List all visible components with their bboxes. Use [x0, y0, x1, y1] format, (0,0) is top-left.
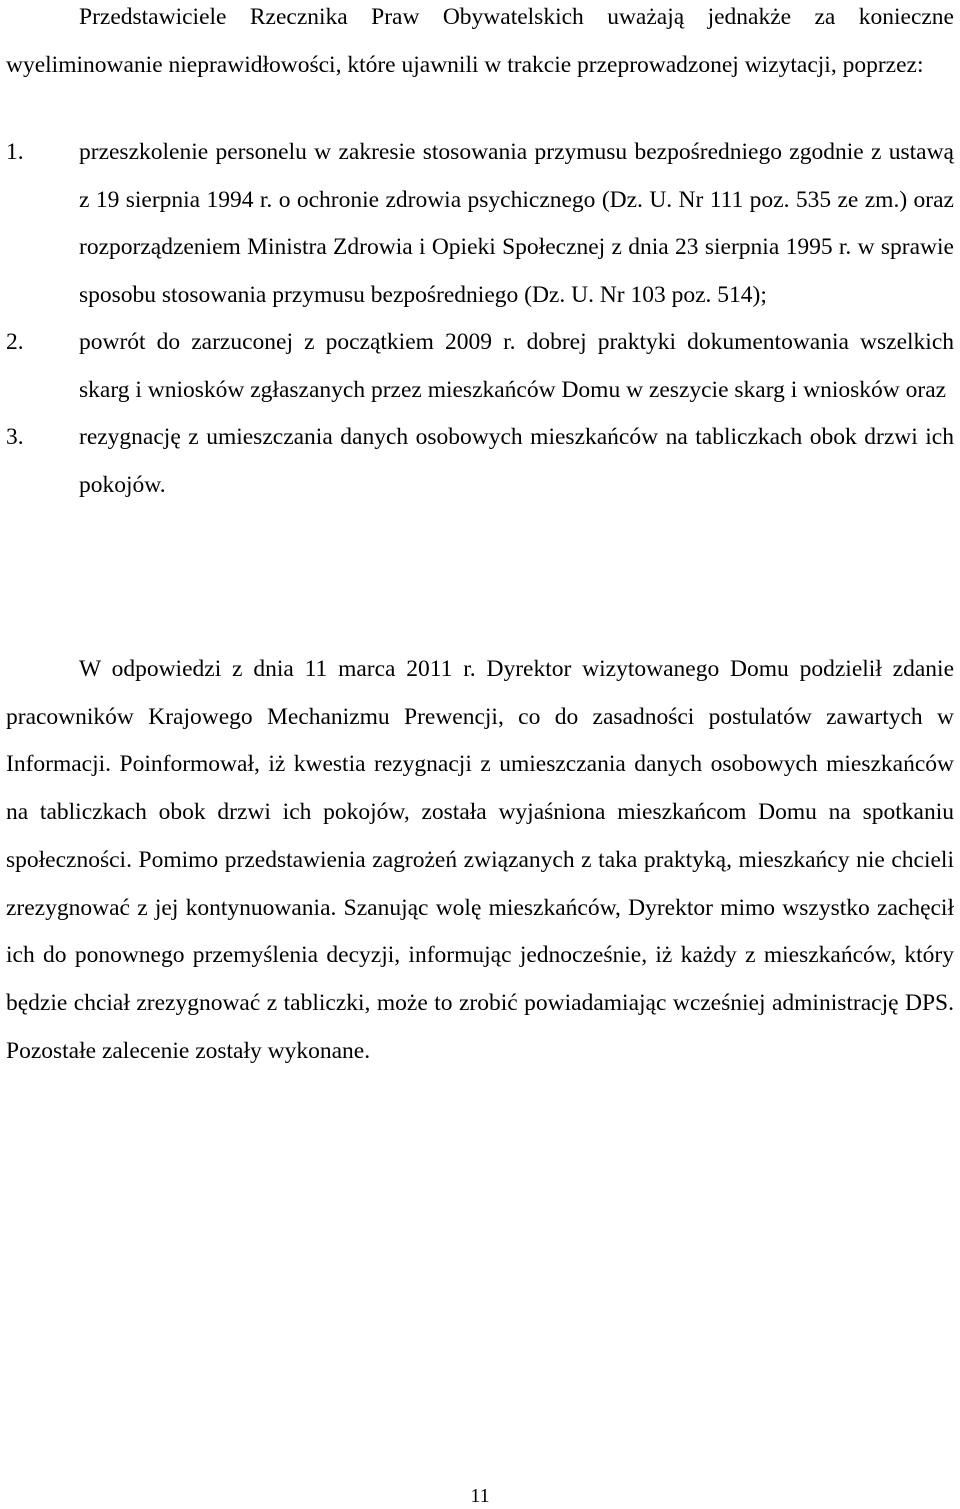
- list-item: [6, 414, 954, 509]
- list-item-number: 3.: [6, 424, 24, 450]
- page-number: 11: [470, 1485, 490, 1507]
- list-item-number: 2.: [6, 329, 24, 355]
- list-item: [6, 319, 954, 414]
- response-paragraph: W odpowiedzi z dnia 11 marca 2011 r. Dyrektor wizytowanego Domu podzielił zdanie pracowników Krajowego Mechanizmu Prewencji, co do zasadności postulatów zawartych w Informacji. Poinformował, iż kwestia rezygnacji z umieszczania danych osobowych mieszkańców na tabliczkach obok drzwi ich pokojów, została wyjaśniona mieszkańcom Domu na spotkaniu społeczności. Pomimo przedstawienia zagrożeń związanych z taka praktyką, mieszkańcy nie chcieli zrezygnować z jej kontynuowania. Szanując wolę mieszkańców, Dyrektor mimo wszystko zachęcił ich do ponownego przemyślenia decyzji, informując jednocześnie, iż każdy z mieszkańców, który będzie chciał zrezygnować z tabliczki, może to zrobić powiadamiając wcześniej administrację DPS. Pozostałe zalecenie zostały wykonane.: [6, 656, 954, 1064]
- list-item: [6, 129, 954, 319]
- intro-paragraph: Przedstawiciele Rzecznika Praw Obywatelskich uważają jednakże za konieczne wyeliminowanie nieprawidłowości, które ujawnili w trakcie przeprowadzonej wizytacji, poprzez:: [6, 4, 954, 78]
- list-item-text: przeszkolenie personelu w zakresie stosowania przymusu bezpośredniego zgodnie z ustawą z 19 sierpnia 1994 r. o ochronie zdrowia psychicznego (Dz. U. Nr 111 poz. 535 ze zm.) oraz rozporządzeniem Ministra Zdrowia i Opieki Społecznej z dnia 23 sierpnia 1995 r. w sprawie sposobu stosowania przymusu bezpośredniego (Dz. U. Nr 103 poz. 514);: [79, 139, 954, 308]
- list-item-text: rezygnację z umieszczania danych osobowych mieszkańców na tabliczkach obok drzwi ich pokojów.: [79, 424, 954, 498]
- list-item-number: 1.: [6, 139, 24, 165]
- recommendations-list: [6, 129, 954, 509]
- list-item-text: powrót do zarzuconej z początkiem 2009 r. dobrej praktyki dokumentowania wszelkich skarg i wniosków zgłaszanych przez mieszkańców Domu w zeszycie skarg i wniosków oraz: [79, 329, 954, 403]
